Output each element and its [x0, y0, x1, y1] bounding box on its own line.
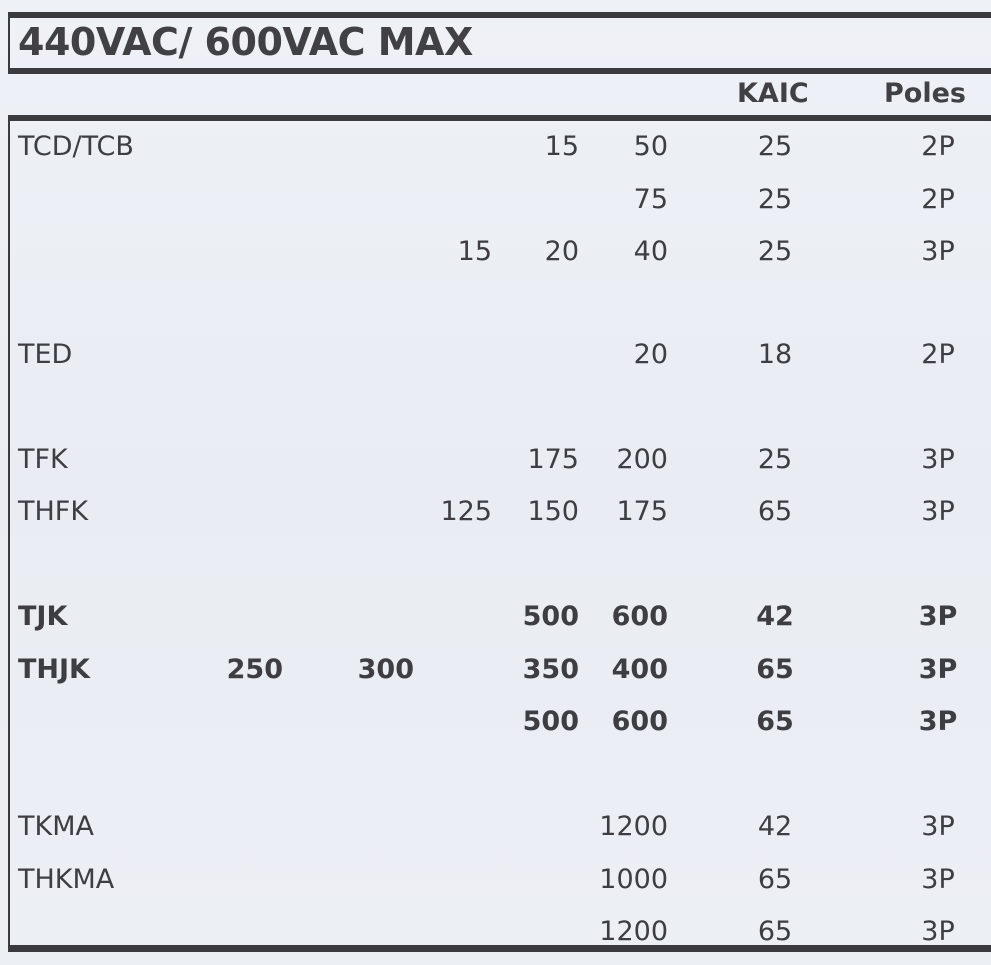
- poles-value: 3P: [921, 236, 955, 267]
- poles-value: 3P: [921, 864, 955, 895]
- amp-rating: 175: [527, 444, 579, 475]
- amp-rating: 40: [633, 236, 668, 267]
- amp-rating: 50: [633, 131, 668, 162]
- amp-rating: 125: [440, 496, 492, 527]
- amp-rating: 400: [611, 654, 668, 685]
- model-name: TCD/TCB: [18, 131, 134, 162]
- amp-rating: 300: [357, 654, 414, 685]
- model-name: TKMA: [18, 811, 94, 842]
- kaic-value: 65: [756, 706, 794, 737]
- amp-rating: 350: [522, 654, 579, 685]
- amp-rating: 20: [544, 236, 579, 267]
- kaic-value: 25: [757, 184, 793, 215]
- poles-value: 3P: [921, 811, 955, 842]
- column-header-kaic: KAIC: [737, 78, 809, 109]
- amp-rating: 500: [522, 706, 579, 737]
- amp-rating: 1200: [599, 811, 668, 842]
- amp-rating: 175: [616, 496, 668, 527]
- poles-value: 3P: [921, 444, 955, 475]
- amp-rating: 15: [457, 236, 492, 267]
- kaic-value: 65: [757, 916, 793, 947]
- poles-value: 3P: [918, 601, 958, 632]
- model-name: THKMA: [18, 864, 115, 895]
- page-title: 440VAC/ 600VAC MAX: [18, 20, 473, 64]
- kaic-value: 25: [757, 236, 793, 267]
- model-name: THJK: [18, 654, 90, 685]
- poles-value: 3P: [921, 496, 955, 527]
- kaic-value: 25: [757, 131, 793, 162]
- amp-rating: 1200: [599, 916, 668, 947]
- poles-value: 3P: [918, 706, 958, 737]
- amp-rating: 500: [522, 601, 579, 632]
- poles-value: 2P: [921, 184, 955, 215]
- kaic-value: 65: [757, 864, 793, 895]
- model-name: TED: [18, 339, 73, 370]
- title-box: [8, 12, 991, 74]
- amp-rating: 200: [616, 444, 668, 475]
- amp-rating: 600: [611, 601, 668, 632]
- amp-rating: 150: [527, 496, 579, 527]
- model-name: THFK: [18, 496, 89, 527]
- kaic-value: 65: [756, 654, 794, 685]
- amp-rating: 75: [633, 184, 668, 215]
- amp-rating: 600: [611, 706, 668, 737]
- table-left-border: [8, 118, 10, 948]
- kaic-value: 25: [757, 444, 793, 475]
- table-bottom-border: [8, 945, 991, 952]
- kaic-value: 42: [757, 811, 793, 842]
- amp-rating: 1000: [599, 864, 668, 895]
- model-name: TJK: [18, 601, 68, 632]
- poles-value: 2P: [921, 131, 955, 162]
- poles-value: 2P: [921, 339, 955, 370]
- amp-rating: 250: [226, 654, 283, 685]
- poles-value: 3P: [918, 654, 958, 685]
- kaic-value: 65: [757, 496, 793, 527]
- amp-rating: 15: [544, 131, 579, 162]
- amp-rating: 20: [633, 339, 668, 370]
- kaic-value: 18: [757, 339, 793, 370]
- header-divider: [8, 115, 991, 121]
- column-header-poles: Poles: [884, 78, 966, 109]
- kaic-value: 42: [756, 601, 794, 632]
- model-name: TFK: [18, 444, 68, 475]
- poles-value: 3P: [921, 916, 955, 947]
